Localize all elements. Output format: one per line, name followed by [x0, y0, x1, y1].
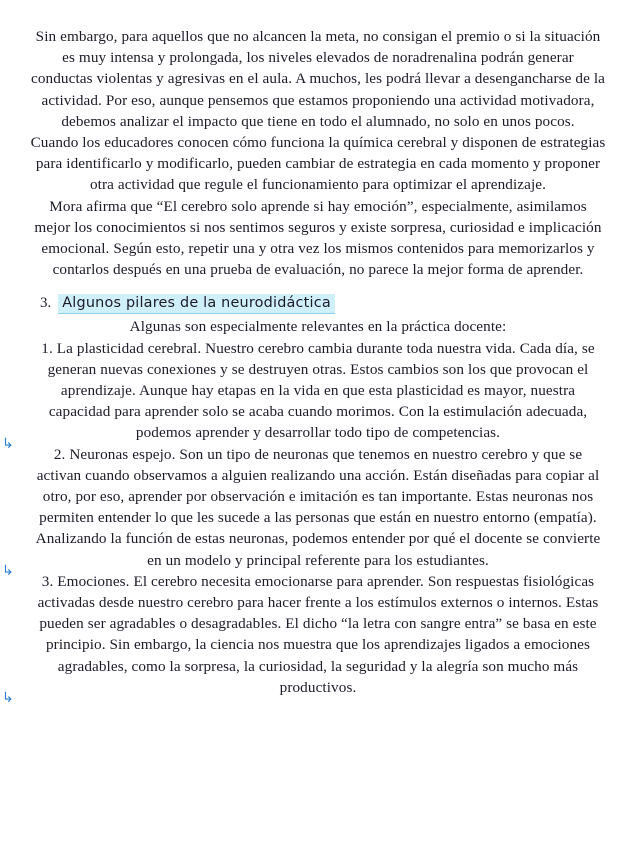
section-heading	[30, 294, 606, 314]
section-item-1: 1. La plasticidad cerebral. Nuestro cerebro cambia durante toda nuestra vida. Cada día, se generan nuevas conexiones y se destruyen otras. Estos cambios son los que provocan el aprendizaje. Aunque hay etapas en la vida en que esta plasticidad es mayor, nuestra capacidad para aprender solo se acaba cuando morimos. Con la estimulación adecuada, podemos aprender y desarrollar todo tipo de competencias.	[41, 339, 595, 442]
section-title-highlighted: Algunos pilares de la neurodidáctica	[58, 294, 335, 314]
paragraph-2: Cuando los educadores conocen cómo funciona la química cerebral y disponen de estrategias para identificarlo y modificarlo, pueden cambiar de estrategia en cada momento y proponer otra actividad que regule el funcionamiento para optimizar el aprendizaje.	[30, 134, 606, 194]
section-item-3: 3. Emociones. El cerebro necesita emocionarse para aprender. Son respuestas fisiológicas activadas desde nuestro cerebro para hacer frente a los estímulos externos o internos. Estas pueden ser agradables o desagradables. El dicho “la letra con sangre entra” se basa en este principio. Sin embargo, la ciencia nos muestra que los aprendizajes ligados a emociones agradables, como la sorpresa, la curiosidad, la seguridad y la alegría son mucho más productivos.	[37, 572, 599, 696]
arrow-marker-icon: ↳	[2, 690, 14, 706]
section-item-2: 2. Neuronas espejo. Son un tipo de neuronas que tenemos en nuestro cerebro y que se activan cuando observamos a alguien realizando una acción. Están diseñadas para copiar al otro, por eso, aprender por observación e imitación es tan importante. Estas neuronas nos permiten entender lo que les sucede a las personas que están en nuestro entorno (empatía). Analizando la función de estas neuronas, podemos entender por qué el docente se convierte en un modelo y principal referente para los estudiantes.	[35, 445, 601, 569]
section-number: 3.	[40, 295, 52, 312]
arrow-marker-icon: ↳	[2, 436, 14, 452]
paragraph-1: Sin embargo, para aquellos que no alcancen la meta, no consigan el premio o si la situación es muy intensa y prolongada, los niveles elevados de noradrenalina podrán generar conductas violentas y agresivas en el aula. A muchos, les podrá llevar a desengancharse de la actividad. Por eso, aunque pensemos que estamos proponiendo una actividad motivadora, debemos analizar el impacto que tiene en todo el alumnado, no solo en unos pocos.	[31, 28, 605, 130]
paragraph-3: Mora afirma que “El cerebro solo aprende si hay emoción”, especialmente, asimilamos mejor los conocimientos si nos sentimos seguros y existe sorpresa, curiosidad e implicación emocional. Según esto, repetir una y otra vez los mismos contenidos para memorizarlos y contarlos después en una prueba de evaluación, no parece la mejor forma de aprender.	[34, 197, 602, 279]
section-intro: Algunas son especialmente relevantes en la práctica docente:	[129, 318, 507, 336]
arrow-marker-icon: ↳	[2, 563, 14, 579]
